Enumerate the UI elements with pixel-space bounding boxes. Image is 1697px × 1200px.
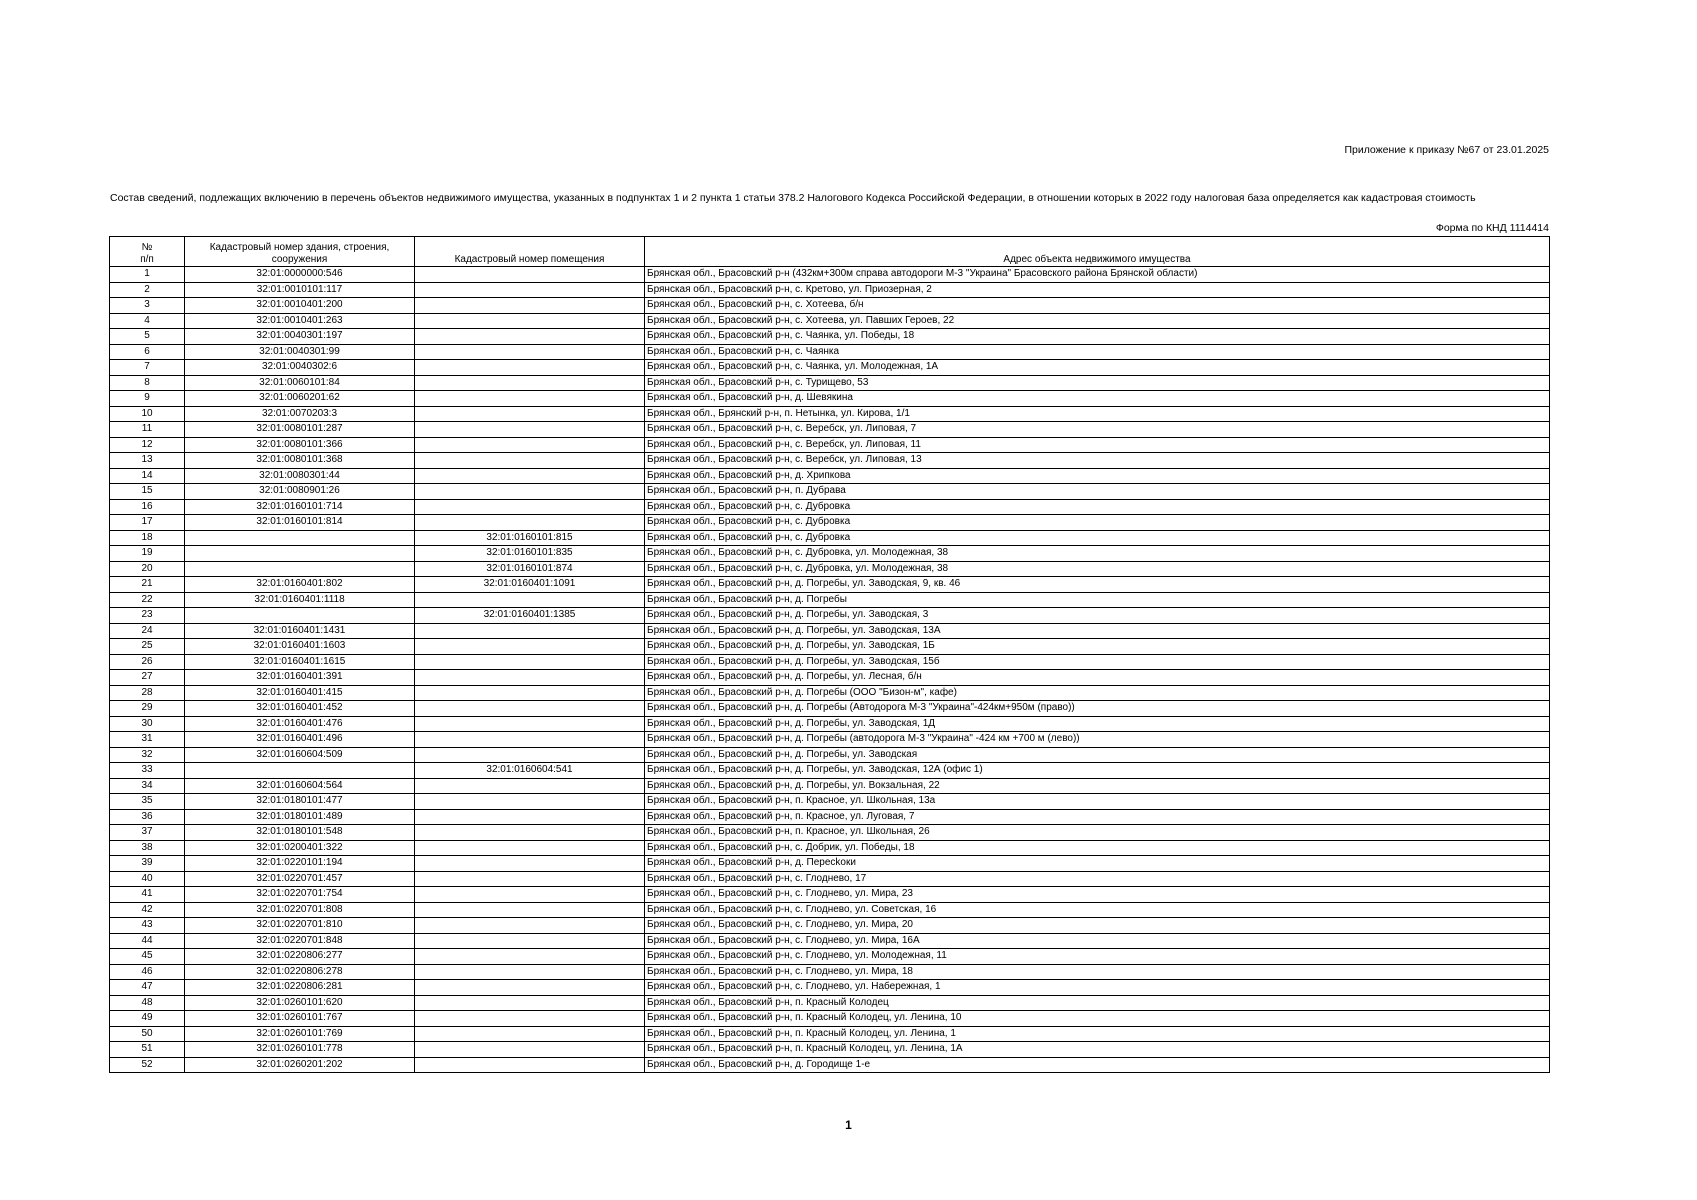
table-row: [110, 422, 1550, 438]
address-cell: Брянская обл., Брасовский р-н, с. Дубровка: [645, 530, 1550, 546]
row-number-cell: 26: [110, 654, 185, 670]
premises-cadastral-number-cell: 32:01:0160604:541: [415, 763, 645, 779]
row-number-cell: 21: [110, 577, 185, 593]
building-cadastral-number-cell: [185, 546, 415, 562]
table-row: [110, 933, 1550, 949]
column-header-address: Адрес объекта недвижимого имущества: [645, 237, 1550, 267]
building-cadastral-number-cell: 32:01:0260101:620: [185, 995, 415, 1011]
form-code: Форма по КНД 1114414: [1435, 222, 1549, 234]
row-number-cell: 17: [110, 515, 185, 531]
row-number-cell: 7: [110, 360, 185, 376]
building-cadastral-number-cell: 32:01:0070203:3: [185, 406, 415, 422]
table-row: [110, 763, 1550, 779]
address-cell: Брянская обл., Брасовский р-н, д. Хрипкова: [645, 468, 1550, 484]
premises-cadastral-number-cell: [415, 313, 645, 329]
row-number-cell: 18: [110, 530, 185, 546]
building-cadastral-number-cell: 32:01:0080901:26: [185, 484, 415, 500]
row-number-cell: 45: [110, 949, 185, 965]
row-number-cell: 16: [110, 499, 185, 515]
row-number-cell: 42: [110, 902, 185, 918]
row-number-cell: 33: [110, 763, 185, 779]
building-cadastral-number-cell: [185, 530, 415, 546]
building-cadastral-number-cell: 32:01:0060201:62: [185, 391, 415, 407]
row-number-cell: 20: [110, 561, 185, 577]
table-row: [110, 608, 1550, 624]
address-cell: Брянская обл., Брасовский р-н, п. Красный Колодец: [645, 995, 1550, 1011]
table-body: [110, 267, 1550, 1073]
address-cell: Брянская обл., Брасовский р-н, д. Погребы, ул. Заводская, 9, кв. 46: [645, 577, 1550, 593]
building-cadastral-number-cell: 32:01:0080101:366: [185, 437, 415, 453]
building-cadastral-number-cell: 32:01:0180101:548: [185, 825, 415, 841]
row-number-cell: 47: [110, 980, 185, 996]
table-row: [110, 964, 1550, 980]
building-cadastral-number-cell: 32:01:0220701:754: [185, 887, 415, 903]
premises-cadastral-number-cell: [415, 995, 645, 1011]
row-number-cell: 49: [110, 1011, 185, 1027]
address-cell: Брянская обл., Брянский р-н, п. Нетынка, ул. Кирова, 1/1: [645, 406, 1550, 422]
building-cadastral-number-cell: 32:01:0160401:496: [185, 732, 415, 748]
address-cell: Брянская обл., Брасовский р-н, с. Глоднево, ул. Мира, 20: [645, 918, 1550, 934]
row-number-cell: 38: [110, 840, 185, 856]
building-cadastral-number-cell: 32:01:0260101:767: [185, 1011, 415, 1027]
row-number-cell: 15: [110, 484, 185, 500]
row-number-cell: 3: [110, 298, 185, 314]
address-cell: Брянская обл., Брасовский р-н, д. Пересkoки: [645, 856, 1550, 872]
table-row: [110, 701, 1550, 717]
table-row: [110, 685, 1550, 701]
premises-cadastral-number-cell: 32:01:0160401:1385: [415, 608, 645, 624]
premises-cadastral-number-cell: 32:01:0160101:815: [415, 530, 645, 546]
table-row: [110, 437, 1550, 453]
premises-cadastral-number-cell: [415, 329, 645, 345]
address-cell: Брянская обл., Брасовский р-н, д. Погребы, ул. Заводская, 1Б: [645, 639, 1550, 655]
table-row: [110, 825, 1550, 841]
address-cell: Брянская обл., Брасовский р-н, с. Глоднево, ул. Мира, 23: [645, 887, 1550, 903]
building-cadastral-number-cell: 32:01:0260101:769: [185, 1026, 415, 1042]
table-row: [110, 980, 1550, 996]
address-cell: Брянская обл., Брасовский р-н (432км+300м справа автодороги М-3 "Украина" Брасовского района Брянской области): [645, 267, 1550, 283]
address-cell: Брянская обл., Брасовский р-н, с. Хотеева, б/н: [645, 298, 1550, 314]
address-cell: Брянская обл., Брасовский р-н, п. Красный Колодец, ул. Ленина, 1А: [645, 1042, 1550, 1058]
row-number-cell: 11: [110, 422, 185, 438]
row-number-cell: 41: [110, 887, 185, 903]
row-number-cell: 1: [110, 267, 185, 283]
building-cadastral-number-cell: 32:01:0220101:194: [185, 856, 415, 872]
building-cadastral-number-cell: 32:01:0080101:368: [185, 453, 415, 469]
premises-cadastral-number-cell: [415, 298, 645, 314]
premises-cadastral-number-cell: [415, 685, 645, 701]
address-cell: Брянская обл., Брасовский р-н, д. Погребы, ул. Заводская, 12А (офис 1): [645, 763, 1550, 779]
table-row: [110, 902, 1550, 918]
address-cell: Брянская обл., Брасовский р-н, с. Чаянка: [645, 344, 1550, 360]
address-cell: Брянская обл., Брасовский р-н, д. Погребы (Автодорога М-3 "Украина"-424км+950м (право)): [645, 701, 1550, 717]
premises-cadastral-number-cell: [415, 933, 645, 949]
column-header-number: № п/п: [110, 237, 185, 267]
premises-cadastral-number-cell: [415, 716, 645, 732]
table-row: [110, 267, 1550, 283]
premises-cadastral-number-cell: [415, 360, 645, 376]
row-number-cell: 5: [110, 329, 185, 345]
premises-cadastral-number-cell: [415, 437, 645, 453]
row-number-cell: 31: [110, 732, 185, 748]
building-cadastral-number-cell: 32:01:0180101:489: [185, 809, 415, 825]
address-cell: Брянская обл., Брасовский р-н, д. Погребы, ул. Заводская, 15б: [645, 654, 1550, 670]
address-cell: Брянская обл., Брасовский р-н, с. Дубровка: [645, 499, 1550, 515]
premises-cadastral-number-cell: [415, 515, 645, 531]
column-header-building-cadastral: Кадастровый номер здания, строения, сооружения: [185, 237, 415, 267]
address-cell: Брянская обл., Брасовский р-н, д. Погребы, ул. Вокзальная, 22: [645, 778, 1550, 794]
table-row: [110, 623, 1550, 639]
table-row: [110, 747, 1550, 763]
address-cell: Брянская обл., Брасовский р-н, д. Погребы, ул. Заводская, 1Д: [645, 716, 1550, 732]
building-cadastral-number-cell: 32:01:0220701:848: [185, 933, 415, 949]
row-number-cell: 37: [110, 825, 185, 841]
premises-cadastral-number-cell: [415, 809, 645, 825]
table-row: [110, 871, 1550, 887]
address-cell: Брянская обл., Брасовский р-н, п. Красный Колодец, ул. Ленина, 10: [645, 1011, 1550, 1027]
property-table: [109, 236, 1550, 1073]
row-number-cell: 48: [110, 995, 185, 1011]
row-number-cell: 35: [110, 794, 185, 810]
table-row: [110, 639, 1550, 655]
table-row: [110, 515, 1550, 531]
premises-cadastral-number-cell: [415, 840, 645, 856]
address-cell: Брянская обл., Брасовский р-н, п. Красное, ул. Школьная, 13а: [645, 794, 1550, 810]
row-number-cell: 40: [110, 871, 185, 887]
premises-cadastral-number-cell: [415, 406, 645, 422]
building-cadastral-number-cell: 32:01:0160401:1603: [185, 639, 415, 655]
address-cell: Брянская обл., Брасовский р-н, с. Дубровка, ул. Молодежная, 38: [645, 546, 1550, 562]
table-row: [110, 282, 1550, 298]
address-cell: Брянская обл., Брасовский р-н, с. Глоднево, ул. Набережная, 1: [645, 980, 1550, 996]
table-row: [110, 1057, 1550, 1073]
address-cell: Брянская обл., Брасовский р-н, с. Дубровка, ул. Молодежная, 38: [645, 561, 1550, 577]
premises-cadastral-number-cell: [415, 670, 645, 686]
address-cell: Брянская обл., Брасовский р-н, д. Погребы, ул. Заводская, 13А: [645, 623, 1550, 639]
address-cell: Брянская обл., Брасовский р-н, с. Веребск, ул. Липовая, 7: [645, 422, 1550, 438]
table-header-row: [110, 237, 1550, 267]
address-cell: Брянская обл., Брасовский р-н, с. Дубровка: [645, 515, 1550, 531]
row-number-cell: 14: [110, 468, 185, 484]
premises-cadastral-number-cell: [415, 964, 645, 980]
building-cadastral-number-cell: [185, 608, 415, 624]
building-cadastral-number-cell: 32:01:0180101:477: [185, 794, 415, 810]
table-row: [110, 949, 1550, 965]
row-number-cell: 43: [110, 918, 185, 934]
table-row: [110, 375, 1550, 391]
row-number-cell: 30: [110, 716, 185, 732]
building-cadastral-number-cell: 32:01:0080101:287: [185, 422, 415, 438]
premises-cadastral-number-cell: [415, 732, 645, 748]
row-number-cell: 22: [110, 592, 185, 608]
premises-cadastral-number-cell: [415, 623, 645, 639]
address-cell: Брянская обл., Брасовский р-н, с. Веребск, ул. Липовая, 11: [645, 437, 1550, 453]
table-row: [110, 1026, 1550, 1042]
table-row: [110, 546, 1550, 562]
row-number-cell: 34: [110, 778, 185, 794]
building-cadastral-number-cell: 32:01:0160604:509: [185, 747, 415, 763]
premises-cadastral-number-cell: [415, 1057, 645, 1073]
address-cell: Брянская обл., Брасовский р-н, п. Красное, ул. Школьная, 26: [645, 825, 1550, 841]
premises-cadastral-number-cell: [415, 902, 645, 918]
address-cell: Брянская обл., Брасовский р-н, д. Шевякина: [645, 391, 1550, 407]
row-number-cell: 28: [110, 685, 185, 701]
table-row: [110, 577, 1550, 593]
building-cadastral-number-cell: 32:01:0000000:546: [185, 267, 415, 283]
address-cell: Брянская обл., Брасовский р-н, д. Погребы, ул. Лесная, б/н: [645, 670, 1550, 686]
row-number-cell: 12: [110, 437, 185, 453]
building-cadastral-number-cell: 32:01:0160401:802: [185, 577, 415, 593]
row-number-cell: 52: [110, 1057, 185, 1073]
table-row: [110, 329, 1550, 345]
premises-cadastral-number-cell: [415, 871, 645, 887]
address-cell: Брянская обл., Брасовский р-н, с. Чаянка, ул. Победы, 18: [645, 329, 1550, 345]
premises-cadastral-number-cell: [415, 267, 645, 283]
row-number-cell: 23: [110, 608, 185, 624]
building-cadastral-number-cell: 32:01:0010101:117: [185, 282, 415, 298]
building-cadastral-number-cell: 32:01:0220701:457: [185, 871, 415, 887]
premises-cadastral-number-cell: [415, 639, 645, 655]
building-cadastral-number-cell: 32:01:0220701:810: [185, 918, 415, 934]
table-row: [110, 484, 1550, 500]
table-row: [110, 918, 1550, 934]
building-cadastral-number-cell: 32:01:0060101:84: [185, 375, 415, 391]
row-number-cell: 29: [110, 701, 185, 717]
building-cadastral-number-cell: 32:01:0160401:391: [185, 670, 415, 686]
row-number-cell: 9: [110, 391, 185, 407]
building-cadastral-number-cell: 32:01:0080301:44: [185, 468, 415, 484]
building-cadastral-number-cell: 32:01:0160604:564: [185, 778, 415, 794]
address-cell: Брянская обл., Брасовский р-н, с. Добрик, ул. Победы, 18: [645, 840, 1550, 856]
premises-cadastral-number-cell: [415, 794, 645, 810]
row-number-cell: 51: [110, 1042, 185, 1058]
premises-cadastral-number-cell: [415, 701, 645, 717]
column-header-premises-cadastral: Кадастровый номер помещения: [415, 237, 645, 267]
building-cadastral-number-cell: 32:01:0220806:281: [185, 980, 415, 996]
address-cell: Брянская обл., Брасовский р-н, д. Погребы (ООО "Бизон-м", кафе): [645, 685, 1550, 701]
building-cadastral-number-cell: 32:01:0040301:197: [185, 329, 415, 345]
premises-cadastral-number-cell: [415, 468, 645, 484]
premises-cadastral-number-cell: [415, 499, 645, 515]
page-number: 1: [845, 1118, 852, 1132]
table-row: [110, 840, 1550, 856]
row-number-cell: 25: [110, 639, 185, 655]
building-cadastral-number-cell: 32:01:0160401:1615: [185, 654, 415, 670]
row-number-cell: 50: [110, 1026, 185, 1042]
address-cell: Брянская обл., Брасовский р-н, д. Погребы (автодорога М-3 "Украина" -424 км +700 м (лево)): [645, 732, 1550, 748]
address-cell: Брянская обл., Брасовский р-н, д. Погребы: [645, 592, 1550, 608]
table-row: [110, 468, 1550, 484]
premises-cadastral-number-cell: [415, 453, 645, 469]
row-number-cell: 19: [110, 546, 185, 562]
table-row: [110, 732, 1550, 748]
table-row: [110, 670, 1550, 686]
premises-cadastral-number-cell: [415, 654, 645, 670]
premises-cadastral-number-cell: [415, 980, 645, 996]
premises-cadastral-number-cell: 32:01:0160101:835: [415, 546, 645, 562]
address-cell: Брянская обл., Брасовский р-н, д. Погребы, ул. Заводская: [645, 747, 1550, 763]
table-row: [110, 344, 1550, 360]
table-row: [110, 794, 1550, 810]
row-number-cell: 24: [110, 623, 185, 639]
building-cadastral-number-cell: 32:01:0160401:1431: [185, 623, 415, 639]
table-row: [110, 499, 1550, 515]
premises-cadastral-number-cell: [415, 592, 645, 608]
address-cell: Брянская обл., Брасовский р-н, п. Красное, ул. Луговая, 7: [645, 809, 1550, 825]
table-row: [110, 453, 1550, 469]
table-row: [110, 887, 1550, 903]
table-row: [110, 654, 1550, 670]
premises-cadastral-number-cell: [415, 949, 645, 965]
premises-cadastral-number-cell: [415, 825, 645, 841]
premises-cadastral-number-cell: [415, 778, 645, 794]
address-cell: Брянская обл., Брасовский р-н, с. Хотеева, ул. Павших Героев, 22: [645, 313, 1550, 329]
building-cadastral-number-cell: 32:01:0160401:452: [185, 701, 415, 717]
document-title: Состав сведений, подлежащих включению в перечень объектов недвижимого имущества, указанных в подпунктах 1 и 2 пункта 1 статьи 378.2 Налогового Кодекса Российской Федерации, в отношении которых в 2022 году налоговая база определяется как кадастровая стоимость: [110, 192, 1476, 204]
building-cadastral-number-cell: 32:01:0160401:1118: [185, 592, 415, 608]
row-number-cell: 13: [110, 453, 185, 469]
premises-cadastral-number-cell: [415, 918, 645, 934]
premises-cadastral-number-cell: [415, 484, 645, 500]
table-row: [110, 391, 1550, 407]
table-row: [110, 561, 1550, 577]
address-cell: Брянская обл., Брасовский р-н, д. Погребы, ул. Заводская, 3: [645, 608, 1550, 624]
row-number-cell: 27: [110, 670, 185, 686]
premises-cadastral-number-cell: [415, 422, 645, 438]
address-cell: Брянская обл., Брасовский р-н, с. Глоднево, ул. Молодежная, 11: [645, 949, 1550, 965]
premises-cadastral-number-cell: [415, 1042, 645, 1058]
table-row: [110, 313, 1550, 329]
building-cadastral-number-cell: [185, 561, 415, 577]
row-number-cell: 36: [110, 809, 185, 825]
row-number-cell: 2: [110, 282, 185, 298]
address-cell: Брянская обл., Брасовский р-н, с. Чаянка, ул. Молодежная, 1А: [645, 360, 1550, 376]
row-number-cell: 32: [110, 747, 185, 763]
address-cell: Брянская обл., Брасовский р-н, п. Красный Колодец, ул. Ленина, 1: [645, 1026, 1550, 1042]
premises-cadastral-number-cell: [415, 391, 645, 407]
premises-cadastral-number-cell: [415, 375, 645, 391]
building-cadastral-number-cell: 32:01:0160401:415: [185, 685, 415, 701]
table-row: [110, 778, 1550, 794]
address-cell: Брянская обл., Брасовский р-н, с. Кретово, ул. Приозерная, 2: [645, 282, 1550, 298]
premises-cadastral-number-cell: 32:01:0160101:874: [415, 561, 645, 577]
table-row: [110, 360, 1550, 376]
table-row: [110, 809, 1550, 825]
address-cell: Брянская обл., Брасовский р-н, д. Городище 1-е: [645, 1057, 1550, 1073]
premises-cadastral-number-cell: [415, 344, 645, 360]
building-cadastral-number-cell: 32:01:0220806:277: [185, 949, 415, 965]
table-row: [110, 716, 1550, 732]
building-cadastral-number-cell: 32:01:0160101:714: [185, 499, 415, 515]
premises-cadastral-number-cell: [415, 856, 645, 872]
building-cadastral-number-cell: 32:01:0220806:278: [185, 964, 415, 980]
building-cadastral-number-cell: 32:01:0160401:476: [185, 716, 415, 732]
row-number-cell: 10: [110, 406, 185, 422]
premises-cadastral-number-cell: [415, 282, 645, 298]
building-cadastral-number-cell: 32:01:0040301:99: [185, 344, 415, 360]
premises-cadastral-number-cell: 32:01:0160401:1091: [415, 577, 645, 593]
row-number-cell: 4: [110, 313, 185, 329]
row-number-cell: 46: [110, 964, 185, 980]
premises-cadastral-number-cell: [415, 1011, 645, 1027]
building-cadastral-number-cell: 32:01:0010401:263: [185, 313, 415, 329]
building-cadastral-number-cell: 32:01:0260201:202: [185, 1057, 415, 1073]
premises-cadastral-number-cell: [415, 887, 645, 903]
row-number-cell: 8: [110, 375, 185, 391]
table-row: [110, 406, 1550, 422]
row-number-cell: 6: [110, 344, 185, 360]
building-cadastral-number-cell: [185, 763, 415, 779]
table-row: [110, 995, 1550, 1011]
annex-reference: Приложение к приказу №67 от 23.01.2025: [1344, 144, 1549, 156]
table-row: [110, 1042, 1550, 1058]
table-row: [110, 856, 1550, 872]
building-cadastral-number-cell: 32:01:0160101:814: [185, 515, 415, 531]
table-row: [110, 530, 1550, 546]
building-cadastral-number-cell: 32:01:0220701:808: [185, 902, 415, 918]
address-cell: Брянская обл., Брасовский р-н, с. Глоднево, ул. Мира, 16А: [645, 933, 1550, 949]
row-number-cell: 39: [110, 856, 185, 872]
address-cell: Брянская обл., Брасовский р-н, с. Глоднево, ул. Мира, 18: [645, 964, 1550, 980]
address-cell: Брянская обл., Брасовский р-н, с. Веребск, ул. Липовая, 13: [645, 453, 1550, 469]
address-cell: Брянская обл., Брасовский р-н, с. Глоднево, 17: [645, 871, 1550, 887]
address-cell: Брянская обл., Брасовский р-н, с. Турищево, 53: [645, 375, 1550, 391]
table-row: [110, 298, 1550, 314]
building-cadastral-number-cell: 32:01:0200401:322: [185, 840, 415, 856]
building-cadastral-number-cell: 32:01:0260101:778: [185, 1042, 415, 1058]
table-row: [110, 592, 1550, 608]
address-cell: Брянская обл., Брасовский р-н, с. Глоднево, ул. Советская, 16: [645, 902, 1550, 918]
row-number-cell: 44: [110, 933, 185, 949]
address-cell: Брянская обл., Брасовский р-н, п. Дубрава: [645, 484, 1550, 500]
table-row: [110, 1011, 1550, 1027]
premises-cadastral-number-cell: [415, 1026, 645, 1042]
building-cadastral-number-cell: 32:01:0010401:200: [185, 298, 415, 314]
premises-cadastral-number-cell: [415, 747, 645, 763]
building-cadastral-number-cell: 32:01:0040302:6: [185, 360, 415, 376]
